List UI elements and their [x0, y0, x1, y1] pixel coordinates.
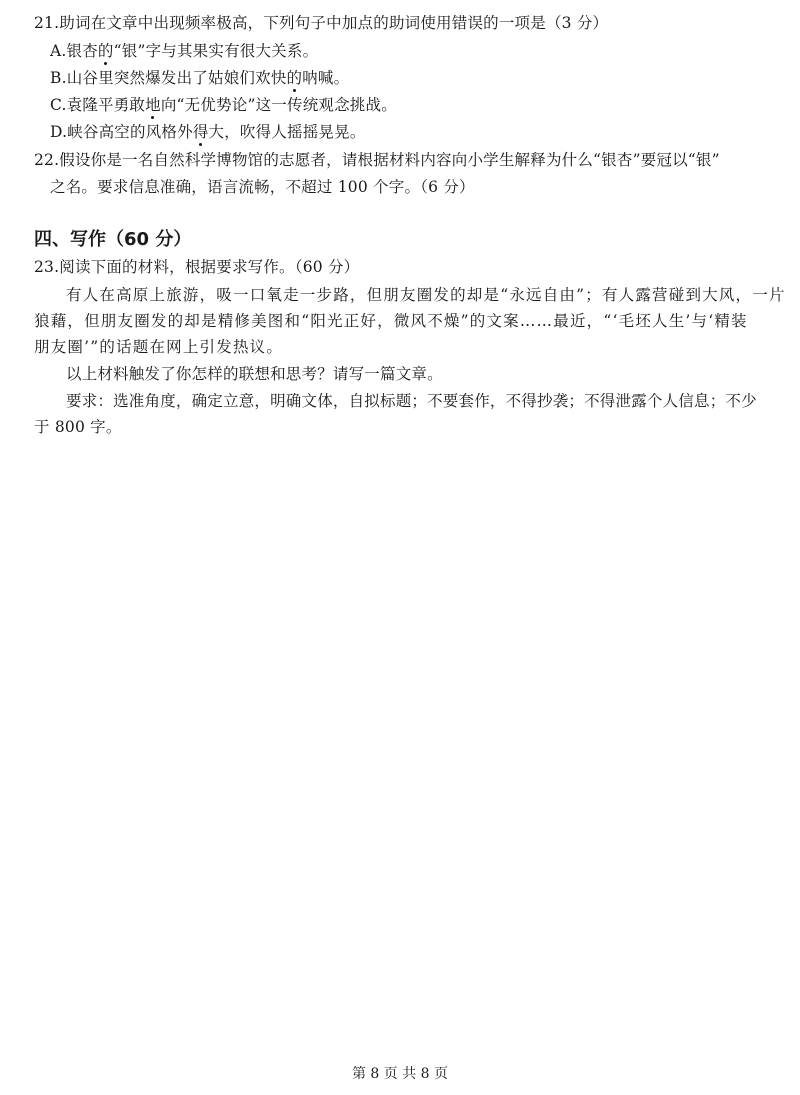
q21-option-a-dotted-particle: 的: [97, 42, 114, 60]
q21-option-d: [50, 121, 366, 143]
q21-option-c-text: C.袁隆平勇敢: [50, 96, 146, 114]
q21-option-d-text: D.峡谷高空的风格外: [50, 123, 193, 141]
q21-stem: 21.助词在文章中出现频率极高，下列句子中加点的助词使用错误的一项是（3 分）: [34, 14, 609, 32]
q23-material-line-2: 狼藉，但朋友圈发的却是精修美图和“阳光正好，微风不燥”的文案……最近，“‘毛坯人生’与‘精装: [34, 312, 748, 330]
q21-option-d-dotted-particle: 得: [192, 123, 209, 141]
q21-option-b-dotted-particle: 的: [286, 69, 303, 87]
q23-material-line-1: 有人在高原上旅游，吸一口氧走一步路，但朋友圈发的却是“永远自由”；有人露营碰到大风，一片: [66, 286, 786, 304]
q21-option-a-text-rest: “银”字与其果实有很大关系。: [113, 42, 319, 60]
q21-option-b-text: B.山谷里突然爆发出了姑娘们欢快: [50, 69, 287, 87]
q21-option-c-text-rest: 向“无优势论”这一传统观念挑战。: [160, 96, 397, 114]
q23-requirements-line-2: 于 800 字。: [34, 418, 122, 436]
section-title-writing: 四、写作（60 分）: [34, 229, 192, 250]
page-number-footer: 第 8 页 共 8 页: [351, 1066, 449, 1082]
q21-option-a-text: A.银杏: [50, 42, 98, 60]
q21-option-a: [50, 40, 318, 62]
q22-line-1: 22.假设你是一名自然科学博物馆的志愿者，请根据材料内容向小学生解释为什么“银杏”要冠以“银”: [34, 151, 720, 169]
q21-option-b: [50, 67, 349, 89]
q21-option-c-dotted-particle: 地: [145, 96, 161, 114]
q23-material-line-3: 朋友圈’”的话题在网上引发热议。: [34, 338, 284, 356]
q21-option-b-text-rest: 呐喊。: [302, 69, 350, 87]
q23-stem: 23.阅读下面的材料，根据要求写作。（60 分）: [34, 258, 360, 276]
q21-option-c: [50, 94, 397, 116]
q23-prompt: 以上材料触发了你怎样的联想和思考？请写一篇文章。: [66, 365, 443, 383]
q21-option-d-text-rest: 大，吹得人摇摇晃晃。: [208, 123, 366, 141]
q22-line-2: 之名。要求信息准确，语言流畅，不超过 100 个字。（6 分）: [50, 178, 475, 196]
q23-requirements-line-1: 要求：选准角度，确定立意，明确文体，自拟标题；不要套作，不得抄袭；不得泄露个人信息；不少: [66, 392, 757, 410]
